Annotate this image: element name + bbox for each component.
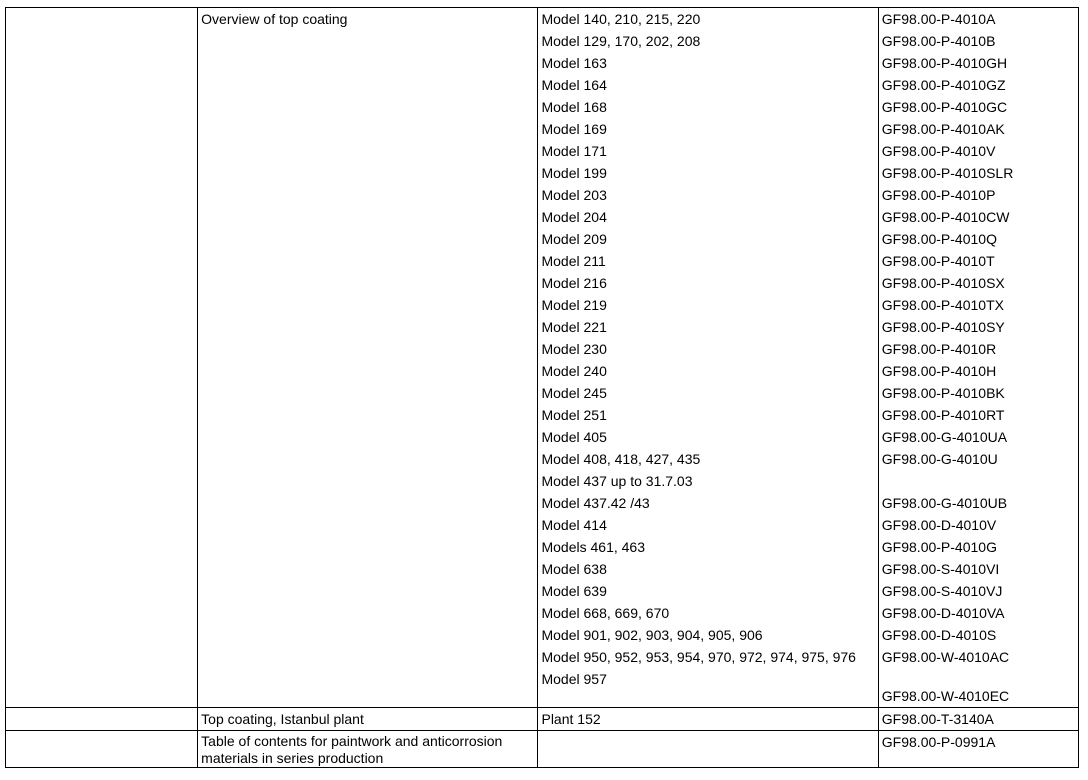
model-text: Model 211	[541, 253, 606, 269]
topic-cell	[198, 731, 538, 768]
model-text: Model 437.42 /43	[541, 495, 650, 511]
document-number: GF98.00-P-4010A	[881, 11, 996, 27]
topic-text: Table of contents for paintwork and anticorrosion materials in series production	[201, 733, 503, 766]
empty-cell	[6, 708, 198, 731]
model-text: Model 668, 669, 670	[541, 605, 670, 621]
document-number: GF98.00-W-4010AC	[881, 649, 1010, 665]
document-number: GF98.00-P-4010T	[881, 253, 995, 269]
model-text: Model 405	[541, 429, 607, 445]
model-text: Plant 152	[541, 711, 601, 727]
model-text: Model 203	[541, 187, 607, 203]
empty-cell	[6, 8, 198, 708]
document-number: GF98.00-P-4010CW	[881, 209, 1010, 225]
document-table	[5, 7, 1079, 768]
model-text: Model 163	[541, 55, 607, 71]
document-number: GF98.00-D-4010V	[881, 517, 997, 533]
document-number: GF98.00-P-4010SY	[881, 319, 1005, 335]
model-text: Model 169	[541, 121, 607, 137]
document-number: GF98.00-P-4010G	[881, 539, 997, 555]
document-cell	[878, 731, 1078, 768]
model-text: Model 199	[541, 165, 607, 181]
document-number: GF98.00-D-4010S	[881, 627, 997, 643]
model-text: Model 129, 170, 202, 208	[541, 33, 701, 49]
model-cell	[538, 731, 878, 768]
model-text: Model 171	[541, 143, 607, 159]
document-number: GF98.00-P-4010SLR	[881, 165, 1014, 181]
model-text: Model 140, 210, 215, 220	[541, 11, 701, 27]
model-text: Model 204	[541, 209, 607, 225]
topic-cell	[198, 708, 538, 731]
document-number: GF98.00-T-3140A	[881, 711, 994, 727]
model-text: Model 901, 902, 903, 904, 905, 906	[541, 627, 763, 643]
document-number: GF98.00-P-4010P	[881, 187, 996, 203]
model-text: Model 408, 418, 427, 435	[541, 451, 701, 467]
document-number: GF98.00-S-4010VI	[881, 561, 1000, 577]
model-text: Models 461, 463	[541, 539, 646, 555]
table-row	[6, 731, 1079, 768]
document-number: GF98.00-P-4010BK	[881, 385, 1005, 401]
document-number: GF98.00-D-4010VA	[881, 605, 1005, 621]
document-number: GF98.00-P-4010B	[881, 33, 996, 49]
document-number: GF98.00-P-4010GZ	[881, 77, 1006, 93]
model-text: Model 414	[541, 517, 607, 533]
document-number: GF98.00-P-4010H	[881, 363, 997, 379]
model-text: Model 245	[541, 385, 607, 401]
model-text: Model 164	[541, 77, 607, 93]
model-text: Model 639	[541, 583, 607, 599]
document-number: GF98.00-P-4010RT	[881, 407, 1005, 423]
document-cell	[878, 8, 1078, 708]
topic-text: Top coating, Istanbul plant	[201, 711, 364, 727]
document-number: GF98.00-P-0991A	[881, 734, 996, 750]
document-number: GF98.00-P-4010GH	[881, 55, 1008, 71]
document-number: GF98.00-P-4010V	[881, 143, 996, 159]
document-number: GF98.00-S-4010VJ	[881, 583, 1003, 599]
model-text: Model 219	[541, 297, 607, 313]
model-cell	[538, 8, 878, 708]
topic-cell	[198, 8, 538, 708]
model-cell	[538, 708, 878, 731]
table-row	[6, 8, 1079, 708]
document-number: GF98.00-P-4010AK	[881, 121, 1005, 137]
empty-cell	[6, 731, 198, 768]
document-number	[882, 470, 1078, 492]
document-number: GF98.00-G-4010UA	[881, 429, 1008, 445]
document-number: GF98.00-P-4010Q	[881, 231, 997, 247]
document-number: GF98.00-P-4010TX	[881, 297, 1004, 313]
document-number: GF98.00-W-4010EC	[881, 688, 1010, 704]
table-row	[6, 708, 1079, 731]
model-text: Model 251	[541, 407, 607, 423]
model-text: Model 957	[541, 671, 607, 687]
model-text: Model 240	[541, 363, 607, 379]
model-text: Model 638	[541, 561, 607, 577]
document-number: GF98.00-P-4010GC	[881, 99, 1008, 115]
document-cell	[878, 708, 1078, 731]
model-text: Model 221	[541, 319, 607, 335]
document-number: GF98.00-P-4010R	[881, 341, 997, 357]
model-text: Model 437 up to 31.7.03	[541, 473, 693, 489]
model-text: Model 216	[541, 275, 607, 291]
model-text	[541, 731, 877, 753]
topic-text: Overview of top coating	[201, 11, 348, 27]
model-text: Model 168	[541, 99, 607, 115]
document-number: GF98.00-G-4010U	[881, 451, 998, 467]
model-text: Model 950, 952, 953, 954, 970, 972, 974, 975, 976	[541, 649, 856, 665]
document-number: GF98.00-P-4010SX	[881, 275, 1005, 291]
document-number: GF98.00-G-4010UB	[881, 495, 1008, 511]
model-text: Model 209	[541, 231, 607, 247]
model-text: Model 230	[541, 341, 607, 357]
